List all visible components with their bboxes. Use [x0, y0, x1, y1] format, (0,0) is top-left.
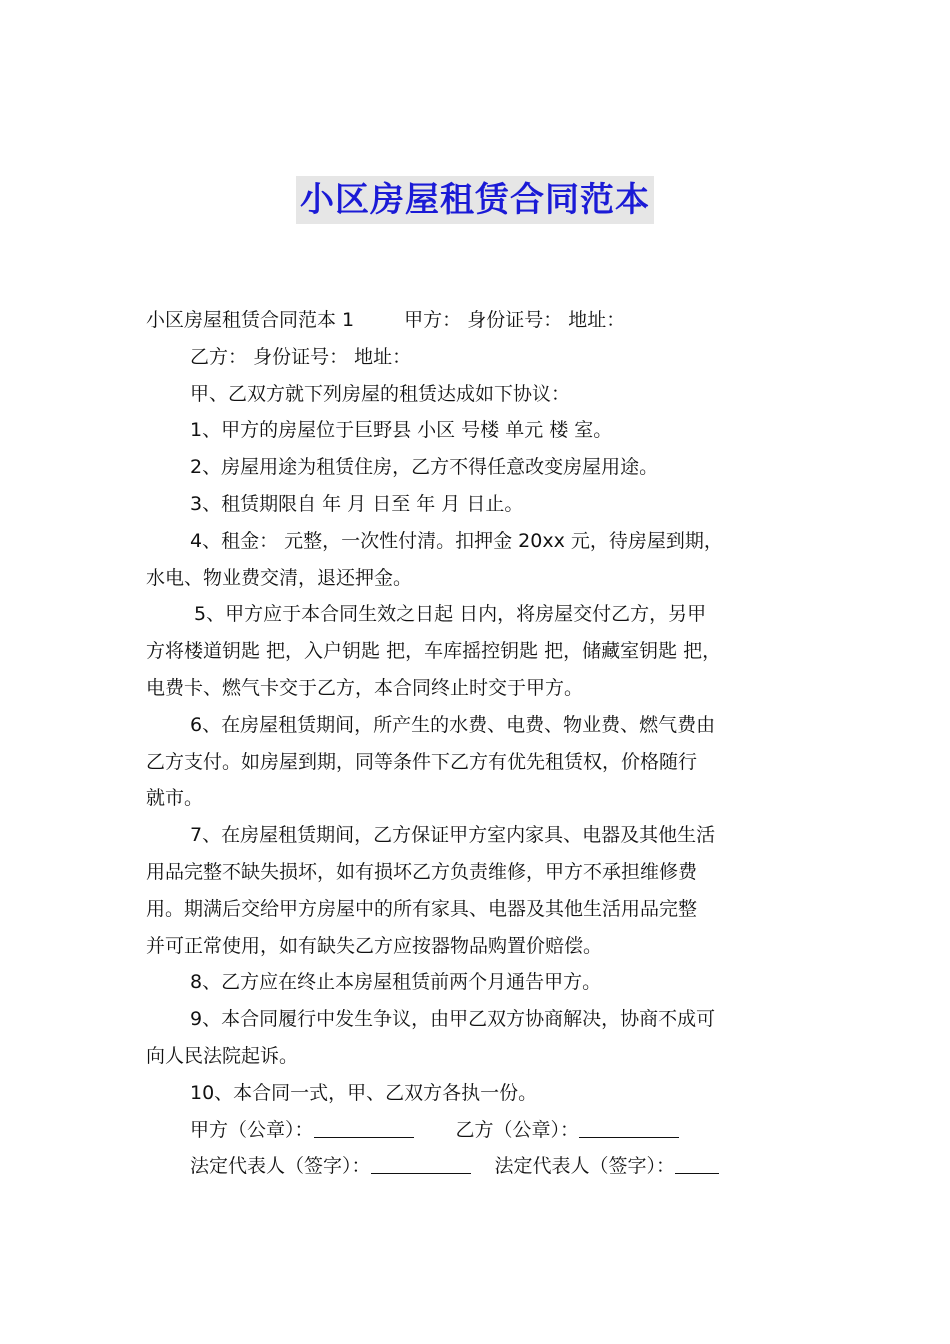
clause-6-line-1: 6、在房屋租赁期间，所产生的水费、电费、物业费、燃气费由: [190, 713, 716, 736]
party-b-seal-blank[interactable]: [579, 1117, 679, 1138]
party-b-rep-blank[interactable]: [675, 1153, 719, 1174]
clause-7-line-2: 用品完整不缺失损坏，如有损坏乙方负责维修，甲方不承担维修费: [146, 860, 698, 883]
party-a-address-label: 地址：: [568, 309, 626, 331]
doc-name: 小区房屋租赁合同范本 1: [146, 309, 355, 331]
clause-8: 8、乙方应在终止本房屋租赁前两个月通告甲方。: [190, 971, 602, 994]
clause-3: 3、租赁期限自 年 月 日至 年 月 日止。: [190, 492, 524, 515]
clause-7-line-4: 并可正常使用，如有缺失乙方应按器物品购置价赔偿。: [146, 934, 603, 957]
party-a-label: 甲方：: [404, 309, 462, 331]
clause-4-line-1: 4、租金： 元整，一次性付清。扣押金 20xx 元，待房屋到期，: [190, 529, 723, 552]
clause-9-line-2: 向人民法院起诉。: [146, 1044, 299, 1067]
seal-line: [146, 1112, 806, 1149]
clause-7-line-3: 用。期满后交给甲方房屋中的所有家具、电器及其他生活用品完整: [146, 897, 698, 920]
clause-5-line-1: 5、甲方应于本合同生效之日起 日内，将房屋交付乙方，另甲: [194, 603, 707, 626]
heading-line: [146, 302, 806, 339]
clause-6-line-2: 乙方支付。如房屋到期，同等条件下乙方有优先租赁权，价格随行: [146, 750, 698, 773]
clause-10: 10、本合同一式，甲、乙双方各执一份。: [190, 1081, 538, 1104]
party-a-rep-label: 法定代表人（签字）：: [190, 1155, 371, 1178]
representative-line: [146, 1148, 806, 1185]
clause-5-line-2: 方将楼道钥匙 把，入户钥匙 把，车库摇控钥匙 把，储藏室钥匙 把，: [146, 640, 722, 663]
party-b-seal-label: 乙方（公章）：: [455, 1118, 580, 1141]
clause-5-line-3: 电费卡、燃气卡交于乙方，本合同终止时交于甲方。: [146, 676, 584, 699]
party-b-line: [146, 339, 806, 376]
contract-body: [146, 302, 806, 1185]
party-a-rep-blank[interactable]: [371, 1153, 471, 1174]
party-b-label: 乙方：: [190, 345, 248, 368]
title-container: [0, 176, 950, 224]
party-a-id-label: 身份证号：: [467, 309, 563, 331]
clause-1: 1、甲方的房屋位于巨野县 小区 号楼 单元 楼 室。: [190, 419, 613, 442]
party-b-rep-label: 法定代表人（签字）：: [494, 1155, 676, 1178]
intro-paragraph: 甲、乙双方就下列房屋的租赁达成如下协议：: [190, 382, 571, 405]
clause-2: 2、房屋用途为租赁住房，乙方不得任意改变房屋用途。: [190, 456, 659, 479]
party-a-seal-label: 甲方（公章）：: [190, 1118, 314, 1141]
clause-4-line-2: 水电、物业费交清，退还押金。: [146, 566, 413, 589]
clause-9-line-1: 9、本合同履行中发生争议，由甲乙双方协商解决，协商不成可: [190, 1008, 716, 1031]
party-a-seal-blank[interactable]: [314, 1117, 414, 1138]
document-title: 小区房屋租赁合同范本: [296, 176, 654, 224]
party-b-id-label: 身份证号：: [253, 345, 349, 368]
clause-6-line-3: 就市。: [146, 787, 204, 810]
party-b-address-label: 地址：: [354, 345, 412, 368]
clause-7-line-1: 7、在房屋租赁期间，乙方保证甲方室内家具、电器及其他生活: [190, 824, 716, 847]
